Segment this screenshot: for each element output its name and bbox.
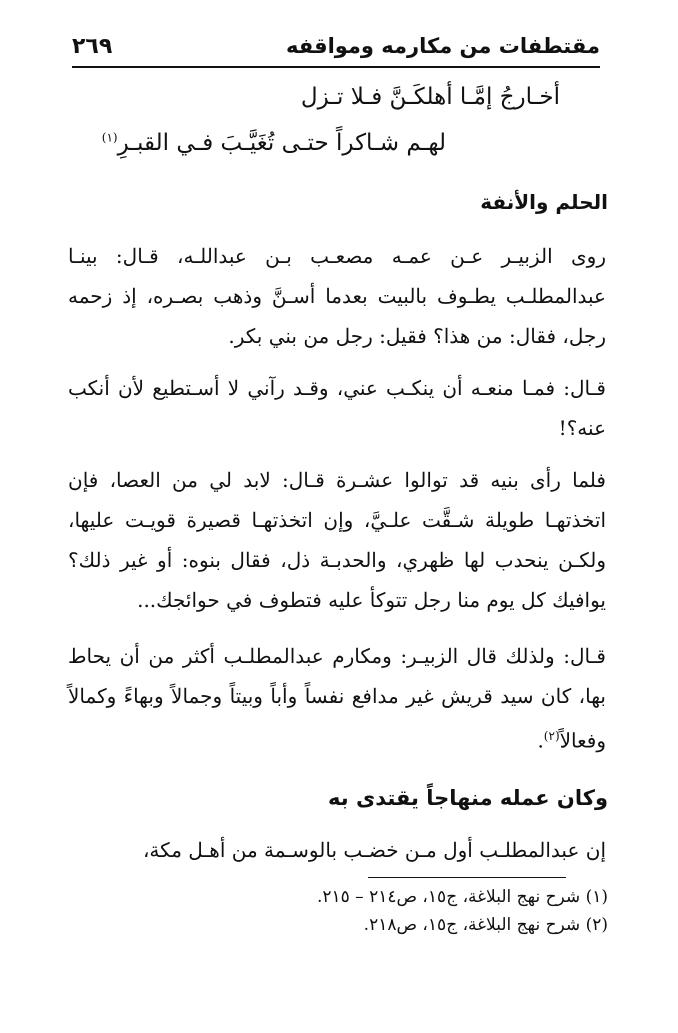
poem-line-2	[102, 130, 446, 156]
running-title: مقتطفات من مكارمه ومواقفه	[285, 34, 600, 58]
footnote-1: (١) شرح نهج البلاغة، ج١٥، ص٢١٤ – ٢١٥.	[316, 887, 608, 907]
page-number: ٢٦٩	[72, 33, 113, 59]
footnote-ref-1: (١)	[101, 130, 118, 145]
page-header	[72, 26, 600, 68]
section-heading-2: وكان عمله منهاجاً يقتدى به	[328, 786, 608, 810]
poem-line-1-text: أخـارجُ إمَّـا أهلكَـنَّ فـلا تـزل	[300, 84, 560, 110]
footnote-divider	[368, 877, 566, 878]
poem-line-1	[301, 84, 560, 110]
paragraph-4-end: .	[537, 728, 544, 753]
section-heading-1: الحلم والأنفة	[480, 190, 608, 214]
paragraph-4-text: قـال: ولذلك قال الزبيـر: ومكارم عبدالمطلـب أكثر من أن يحاط بها، كان سيد قريش غير مدافع نفساً وأباً وبيتاً وجمالاً وبهاءً وكمالاً وفعالاً	[68, 644, 606, 753]
paragraph-4	[68, 636, 606, 761]
footnote-2: (٢) شرح نهج البلاغة، ج١٥، ص٢١٨.	[363, 915, 608, 935]
paragraph-3: فلما رأى بنيه قد توالوا عشـرة قـال: لابد لي من العصا، فإن اتخذتهـا طويلة شـقَّت علـيَّ، وإن اتخذتهـا قصيرة قويـت عليها، ولكـن ينحدب لها ظهري، والحدبـة ذل، فقال بنوه: أو غير ذلك؟ يوافيك كل يوم منا رجل تتوكأ عليه فتطوف في حوائجك...	[68, 468, 606, 612]
paragraph-2: قـال: فمـا منعـه أن ينكـب عني، وقـد رآني لا أسـتطيع لأن أنكب عنه؟!	[68, 376, 606, 440]
footnote-ref-2: (٢)	[543, 729, 560, 743]
paragraph-5: إن عبدالمطلـب أول مـن خضـب بالوسـمة من أهـل مكة،	[142, 838, 606, 862]
poem-line-2-text: لهـم شـاكراً حتـى تُغَيَّـبَ فـي القبـرِ	[117, 130, 446, 156]
paragraph-1: روى الزبيـر عـن عمـه مصعـب بـن عبداللـه، قـال: بينـا عبدالمطلـب يطـوف بالبيت بعدما أسـنَّ وذهب بصـره، إذ زحمه رجل، فقال: من هذا؟ فقيل: رجل من بني بكر.	[68, 244, 606, 348]
